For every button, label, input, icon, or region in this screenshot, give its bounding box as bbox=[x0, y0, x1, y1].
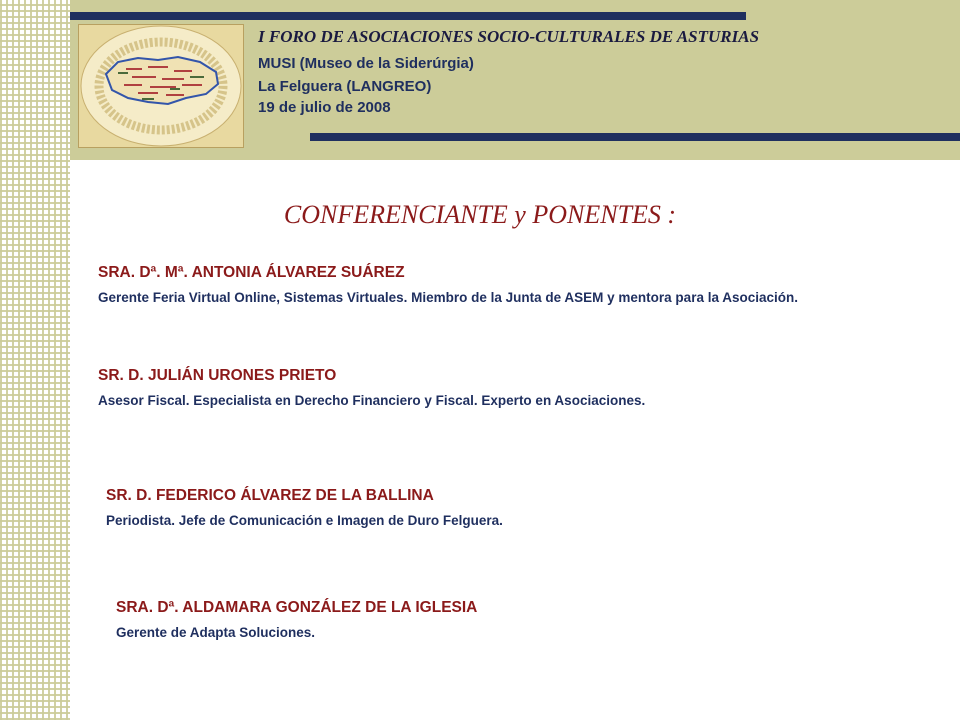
museum-name: MUSI (Museo de la Siderúrgia) bbox=[258, 55, 474, 72]
speaker-name: SR. D. JULIÁN URONES PRIETO bbox=[98, 367, 337, 384]
speaker-entry bbox=[116, 599, 477, 640]
location-text: La Felguera (LANGREO) bbox=[258, 78, 432, 95]
event-date: 19 de julio de 2008 bbox=[258, 99, 391, 116]
speaker-entry bbox=[106, 487, 503, 528]
header-bottom-bar bbox=[310, 133, 960, 141]
forum-title: I FORO DE ASOCIACIONES SOCIO-CULTURALES DE ASTURIAS bbox=[258, 27, 760, 46]
speaker-role: Gerente Feria Virtual Online, Sistemas Virtuales. Miembro de la Junta de ASEM y mentora para la Asociación. bbox=[98, 290, 798, 305]
speaker-name: SR. D. FEDERICO ÁLVAREZ DE LA BALLINA bbox=[106, 487, 434, 504]
speaker-name: SRA. Dª. ALDAMARA GONZÁLEZ DE LA IGLESIA bbox=[116, 599, 478, 616]
speaker-name: SRA. Dª. Mª. ANTONIA ÁLVAREZ SUÁREZ bbox=[98, 264, 405, 281]
speaker-role: Gerente de Adapta Soluciones. bbox=[116, 625, 316, 640]
speaker-role: Periodista. Jefe de Comunicación e Imagen de Duro Felguera. bbox=[106, 513, 503, 528]
speaker-role: Asesor Fiscal. Especialista en Derecho Financiero y Fiscal. Experto en Asociaciones. bbox=[98, 393, 646, 408]
header-top-bar bbox=[70, 12, 746, 20]
forum-logo bbox=[78, 24, 244, 148]
speaker-entry bbox=[98, 264, 798, 305]
decorative-stripe bbox=[0, 0, 70, 720]
speaker-entry bbox=[98, 367, 645, 408]
section-heading: CONFERENCIANTE y PONENTES : bbox=[283, 200, 677, 229]
